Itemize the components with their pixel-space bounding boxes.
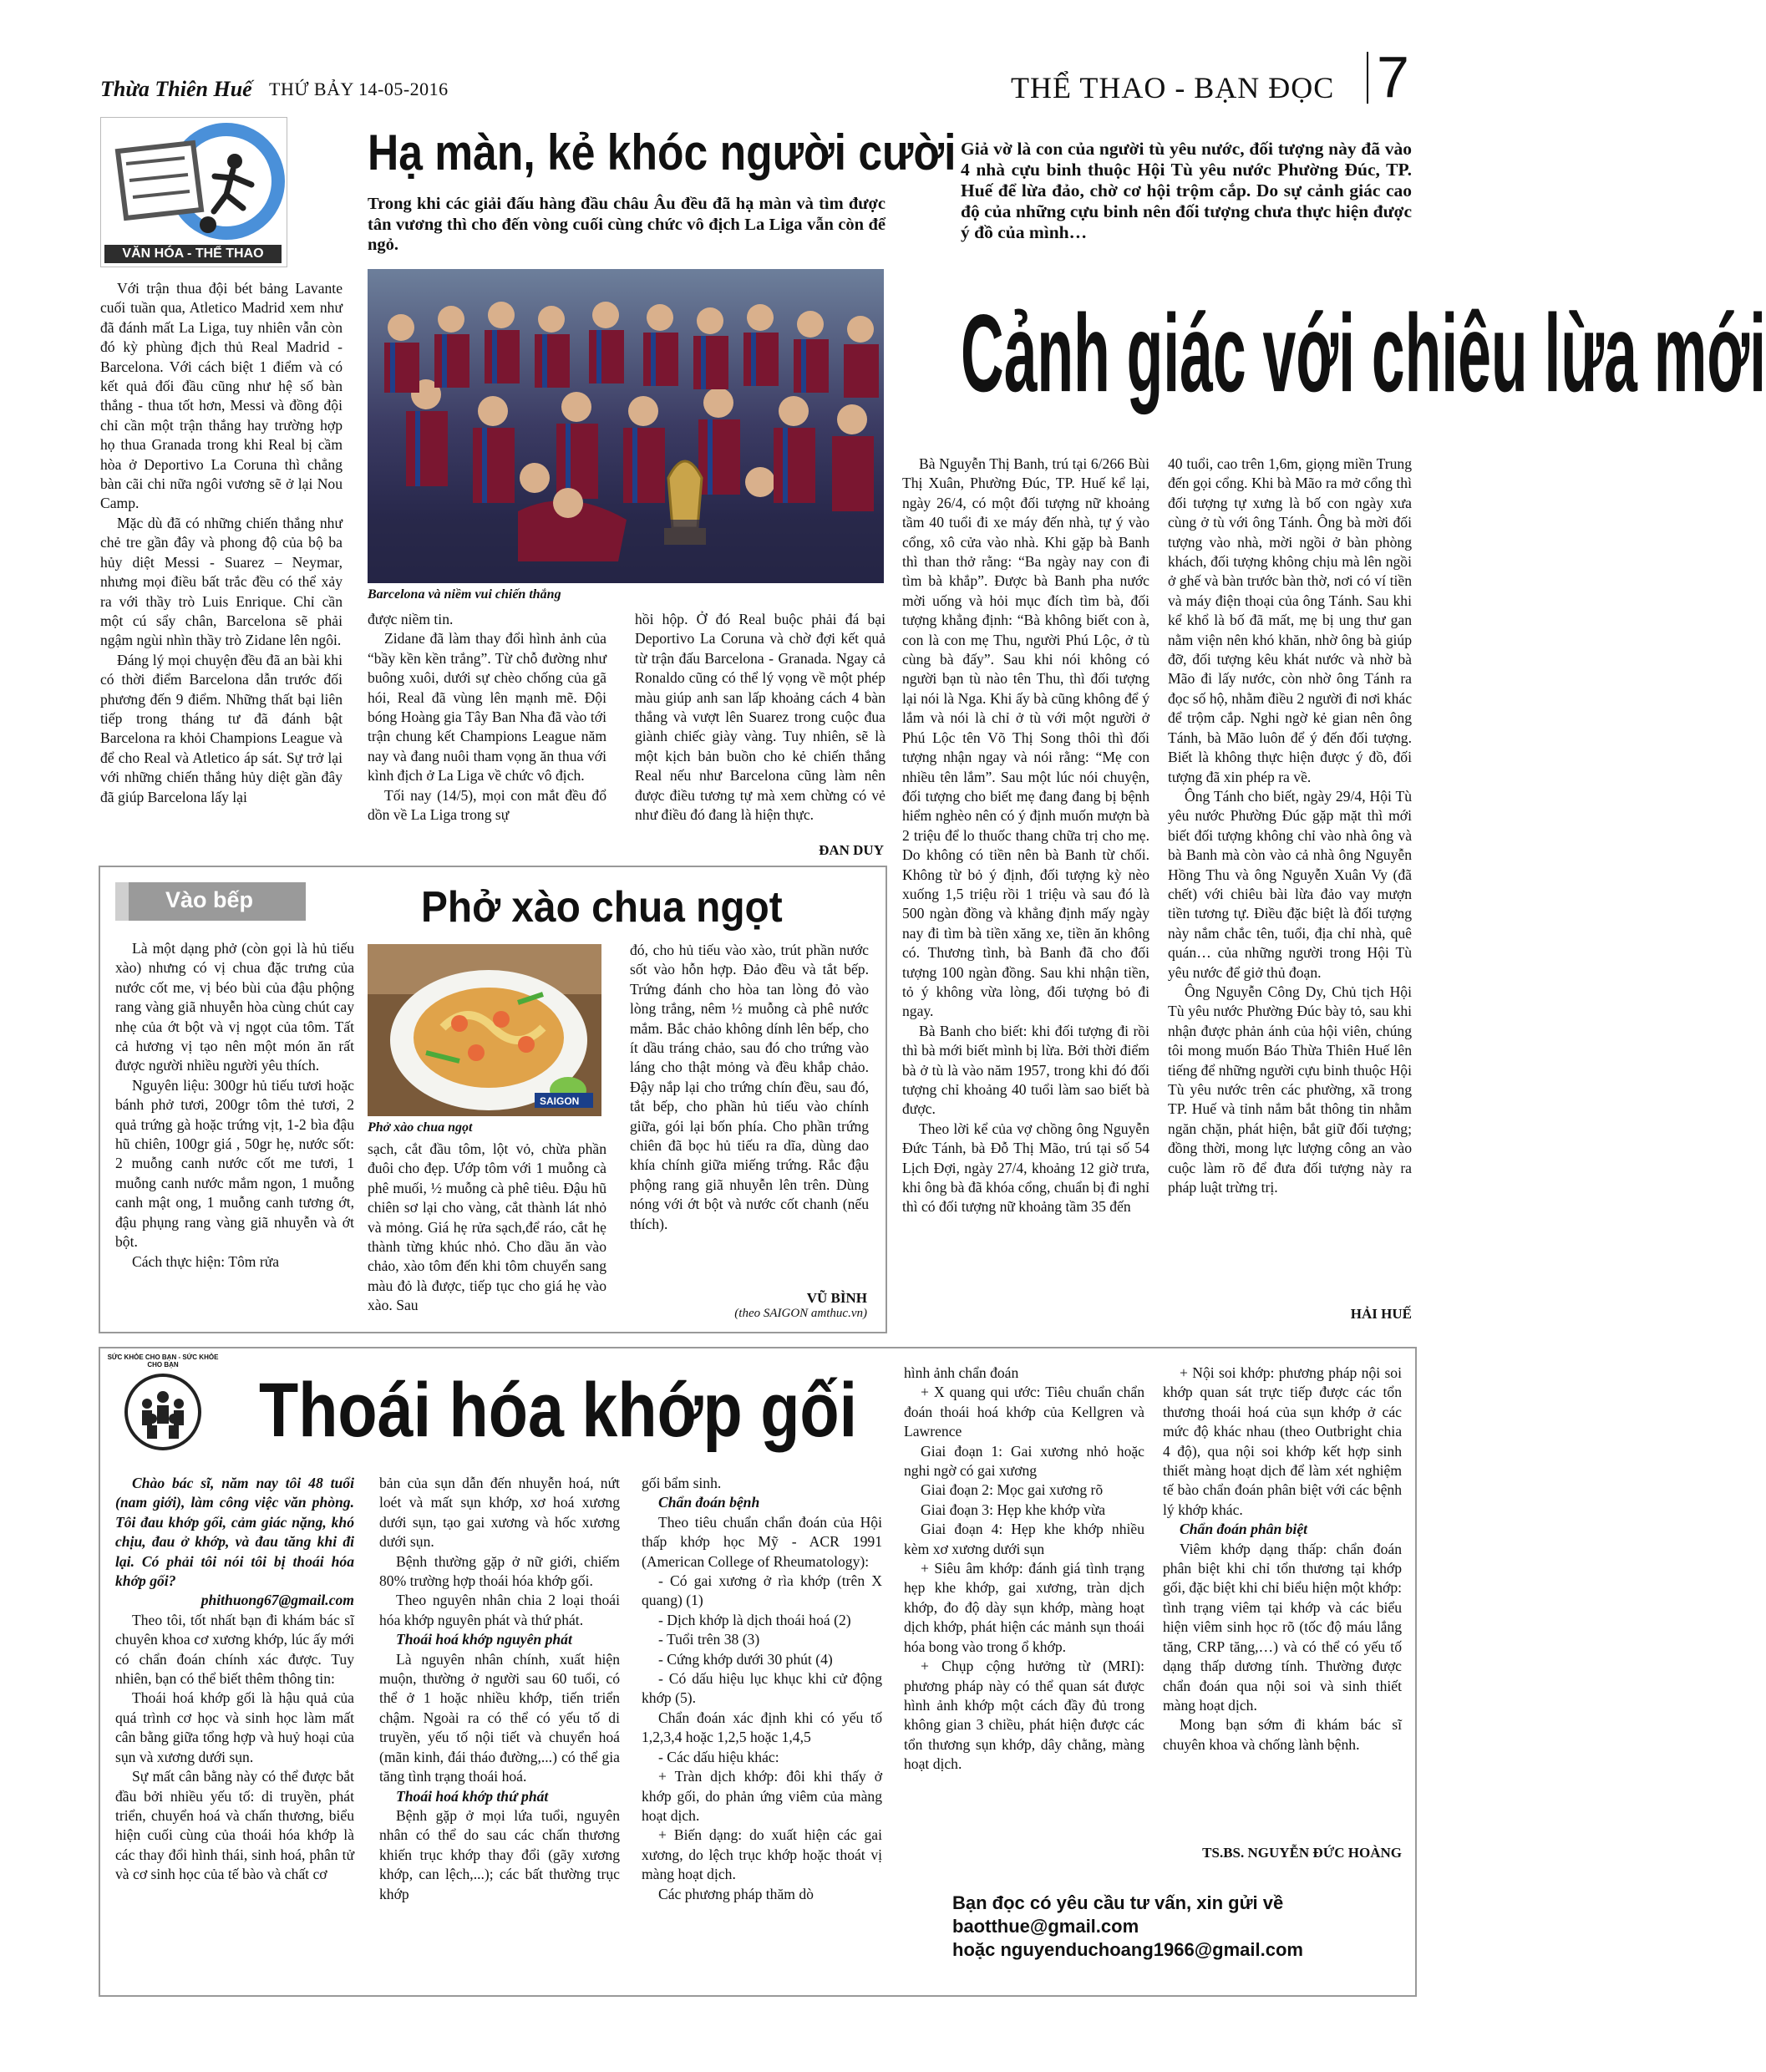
photo-watermark: SAIGON <box>540 1095 580 1107</box>
fraud-paragraph: Bà Nguyễn Thị Banh, trú tại 6/266 Bùi Thị Xuân, Phường Đúc, TP. Huế kể lại, ngày 26/4, có một đối tượng nữ khoảng tầm 40 tuổi đi xe máy đến nhà, tự ý vào cổng, xô cửa vào nhà. Khi gặp bà Banh thì than thở rằng: “Ba ngày nay con đi tìm bà khắp”. Được bà Banh pha nước mời uống và hỏi mục đích tìm bà, đối tượng khẳng định: “Bà không biết con à, con là con mẹ Thu, người Phú Lộc, ở tù cùng bà đấy”. Sau khi nói không có người bạn tù nào tên Thu, thì đối tượng lại nói là Nga. Khi ấy bà cũng không để ý lắm và nói là chỉ ở tù với một người ở Phú Lộc tên Võ Thị Song thôi thì đối tượng nhận ngay và nói rằng: “Mẹ con nhiều tên lắm”. Sau một lúc nói chuyện, đối tượng cho biết mẹ đang đang bị bệnh hiểm nghèo nên có ý định muốn mượn bà 2 triệu để lo thuốc thang chữa trị cho mẹ. Do không có tiền nên bà Banh từ chối. Không từ bỏ ý định, đối tượng kỳ nèo xuống 1,5 triệu rồi 1 triệu và sau đó là 500 ngàn đồng và khẳng định mấy ngày nay đi tìm bà tiền xăng xe, tiền ăn không có. Thương tình, bà Banh đã cho đối tượng 100 ngàn đồng. Sau khi nhận tiền, tỏ ý không vừa lòng, đối tượng bỏ đi ngay. <box>902 455 1149 1020</box>
barcelona-celebration-photo <box>368 269 884 583</box>
sports-paragraph: Với trận thua đội bét bảng Lavante cuối tuần qua, Atletico Madrid xem như đã đánh mất La Liga, tuy nhiên vẫn còn đó kỳ phùng địch thủ Real Madrid - Barcelona. Với cách biệt 1 điểm và có kết quả đối đầu cũng như hệ số bàn thắng - thua tốt hơn, Messi và đồng đội chỉ cần một trận thắng hay trường hợp họ thua Granada trong khi Real bị cầm hòa ở Deportivo La Coruna thì chẳng bàn cãi chi nữa ngôi vương sẽ ở lại Nou Camp. <box>100 280 343 512</box>
page-number: 7 <box>1377 44 1409 109</box>
health-column-2 <box>379 1474 620 1904</box>
health-paragraph: Theo tôi, tốt nhất bạn đi khám bác sĩ chuyên khoa cơ xương khớp, lúc ấy mới có chẩn đoán chính xác được. Tuy nhiên, bạn có thể biết thêm thông tin: <box>115 1611 354 1688</box>
health-paragraph: - Các dấu hiệu khác: <box>658 1748 779 1765</box>
fraud-paragraph: Ông Tánh cho biết, ngày 29/4, Hội Tù yêu nước Phường Đúc gặp mặt thì mới biết đối tượng không chỉ vào nhà ông và bà Banh mà còn vào cả nhà ông Nguyễn Hồng Thu và ông Nguyễn Xuân Vy (đã chết) với chiêu bài lừa đảo vay mượn tiền tương tự. Điều đặc biệt là đối tượng này nắm chắc tên, tuổi, địa chỉ nhà, quê quán… của những người trong Hội Tù yêu nước để giở thủ đoạn. <box>1168 787 1412 981</box>
fraud-paragraph: 40 tuổi, cao trên 1,6m, giọng miền Trung đến gọi cổng. Khi bà Mão ra mở cổng thì đối tượng tự xưng là bố con ngày xưa cùng ở tù với ông Tánh. Ông bà mời đối tượng vào nhà, mời ngồi ở bàn phòng khách, đối tượng không chịu mà lên ngồi ở ghế và bàn trước bàn thờ, nơi có ví tiền và máy điện thoại của ông Tánh. Sau khi kể khổ là bố đã mất, mẹ bị ung thư gan nằm viện nên khó khăn, nhờ ông bà giúp đỡ, đối tượng kêu khát nước và nhờ bà Mão đi lấy nước, còn nhờ ông Tánh ra đọc số hộ, nhằm điều 2 người đi nơi khác để trộm cắp. Nghi ngờ kẻ gian nên ông Tánh, bà Mão luôn để ý đến đối tượng. Biết là không thực hiện được ý đồ, đối tượng đã xin phép ra về. <box>1168 455 1413 785</box>
fraud-paragraph: Ông Nguyễn Công Dy, Chủ tịch Hội Tù yêu nước Phường Đúc bày tỏ, sau khi nhận được phản ánh của hội viên, chúng tôi mong muốn Báo Thừa Thiên Huế lên tiếng để những người cựu binh thuộc Hội Tù yêu nước trên các phường, xã trong TP. Huế và tỉnh nắm bắt thông tin nhằm ngăn chặn, phát hiện, bắt giữ đối tượng; đồng thời, mong lực lượng công an vào cuộc làm rõ để đưa đối tượng này ra pháp luật trừng trị. <box>1168 983 1412 1196</box>
sports-paragraph: Tối nay (14/5), mọi con mắt đều đổ dồn về La Liga trong sự <box>368 786 606 824</box>
health-subheading: Chẩn đoán bệnh <box>658 1494 760 1511</box>
fraud-paragraph: Theo lời kể của vợ chồng ông Nguyễn Đức Tánh, bà Đỗ Thị Mão, trú tại số 54 Lịch Đợi, ngày 27/4, khoảng 12 giờ trưa, khi ông bà đã khóa cổng, chuẩn bị đi nghỉ thì có đối tượng nữ khoảng tầm 35 đến <box>902 1120 1149 1216</box>
stir-fried-pho-photo <box>368 944 601 1116</box>
fraud-column-1 <box>902 455 1149 1217</box>
cooking-author: VŨ BÌNH <box>806 1290 867 1306</box>
health-subheading: Chẩn đoán phân biệt <box>1180 1521 1308 1538</box>
sports-column-2 <box>368 610 606 825</box>
sports-paragraph: Mặc dù đã có những chiến thắng như chẻ tre gần đây và phong độ của bộ ba hủy diệt Messi - Suarez – Neymar, nhưng mọi điều bất trắc đều có thể xảy ra với thầy trò Luis Enrique. Chỉ cần một cú sẩy chân, Barcelona sẽ phải ngậm ngùi nhìn thầy trò Zidane lên ngôi. <box>100 514 343 649</box>
contact-email[interactable]: baotthue@gmail.com <box>952 1916 1139 1937</box>
health-subheading: Thoái hoá khớp thứ phát <box>396 1787 549 1805</box>
sports-paragraph: hồi hộp. Ở đó Real buộc phải đá bại Deportivo La Coruna và chờ đợi kết quả từ trận đấu Barcelona - Granada. Ngay cả Ronaldo cũng có thể lý vọng về một phép màu giúp anh san lấp khoảng cách 4 bàn thắng và vượt lên Suarez trong cuộc đua giành chiếc giày vàng. Tuy nhiên, sẽ là một kịch bản buồn cho kẻ chiến thắng Real nếu như Barcelona cũng làm nên được điều tương tự mà xem chừng có vẻ như điều đó đang là hiện thực. <box>635 611 886 824</box>
health-paragraph: bản của sụn dẫn đến nhuyễn hoá, nứt loét và mất sụn khớp, xơ hoá xương dưới sụn, tạo gai xương và hốc xương dưới sụn. <box>379 1475 620 1551</box>
health-paragraph: - Tuổi trên 38 (3) <box>658 1631 760 1648</box>
sports-author: ĐAN DUY <box>819 842 884 858</box>
culture-sports-logo <box>100 117 287 267</box>
health-logo-art <box>114 1364 212 1454</box>
health-headline: Thoái hóa khớp gối <box>259 1368 858 1453</box>
cooking-photo-caption: Phở xào chua ngọt <box>368 1120 473 1135</box>
contact-email-alt[interactable]: hoặc nguyenduchoang1966@gmail.com <box>952 1939 1303 1960</box>
cooking-paragraph: sạch, cắt đầu tôm, lột vỏ, chừa phần đuôi cho đẹp. Ướp tôm với 1 muỗng cà phê muối, ½ muỗng cà phê tiêu. Đậu hũ chiên sơ lại cho vàng, cắt thành lát nhỏ và mỏng. Giá hẹ rửa sạch,để ráo, cắt hẹ thành từng khúc nhỏ. Cho dầu ăn vào chảo, xào tôm đến khi tôm chuyển sang màu đỏ là được, tiếp tục cho giá hẹ vào xào. Sau <box>368 1140 606 1314</box>
health-paragraph: Bệnh thường gặp ở nữ giới, chiếm 80% trường hợp thoái hóa khớp gối. <box>379 1552 620 1590</box>
health-subheading: Thoái hoá khớp nguyên phát <box>396 1631 572 1648</box>
health-paragraph: - Có dấu hiệu lục khục khi cử động khớp (5). <box>642 1670 882 1707</box>
cooking-paragraph: Là một dạng phở (còn gọi là hủ tiếu xào) nhưng có vị chua đặc trưng của nước cốt me, vị béo bùi của đậu phộng rang vàng giã nhuyễn hòa cùng chút cay nhẹ của ớt bột và vị ngọt của tôm. Tất cả hương vị tạo nên một món ăn rất được người nhiều người yêu thích. <box>115 940 354 1074</box>
health-column-1 <box>115 1474 354 1885</box>
health-paragraph: Theo nguyên nhân chia 2 loại thoái hóa khớp nguyên phát và thứ phát. <box>379 1592 620 1628</box>
health-paragraph: + Biến dạng: do xuất hiện các gai xương, do lệch trục khớp hoặc thoát vị màng hoạt dịch. <box>642 1826 882 1883</box>
health-author: TS.BS. NGUYỄN ĐỨC HOÀNG <box>1202 1845 1402 1861</box>
fraud-author: HẢI HUẾ <box>1350 1306 1412 1322</box>
health-paragraph: Chẩn đoán xác định khi có yếu tố 1,2,3,4 hoặc 1,2,5 hoặc 1,4,5 <box>642 1709 882 1746</box>
culture-sports-logo-art <box>101 118 287 245</box>
health-logo <box>114 1364 212 1454</box>
fraud-column-2 <box>1168 455 1412 1197</box>
health-paragraph: Mong bạn sớm đi khám bác sĩ chuyên khoa và chống lành bệnh. <box>1163 1716 1402 1753</box>
cooking-section-tab-stripe <box>115 882 129 921</box>
sports-paragraph: được niềm tin. <box>368 611 454 627</box>
health-paragraph: - Cứng khớp dưới 30 phút (4) <box>658 1650 833 1668</box>
sports-headline: Hạ màn, kẻ khóc người cười <box>368 124 957 180</box>
fraud-sapo: Giả vờ là con của người tù yêu nước, đối tượng này đã vào 4 nhà cựu binh thuộc Hội Tù yêu nước Phường Đúc, TP. Huế để lừa đảo, chờ cơ hội trộm cắp. Do sự cảnh giác cao độ của những cựu binh nên đối tượng chưa thực hiện được ý đồ của mình… <box>961 139 1412 242</box>
cooking-headline: Phở xào chua ngọt <box>421 883 783 932</box>
sports-column-3 <box>635 610 886 825</box>
sports-photo-caption: Barcelona và niềm vui chiến thắng <box>368 587 561 602</box>
section-title: THỂ THAO - BẠN ĐỌC <box>1011 71 1335 104</box>
health-paragraph: + X quang qui ước: Tiêu chuẩn chẩn đoán thoái hoá khớp của Kellgren và Lawrence <box>904 1384 1144 1440</box>
cooking-paragraph: đó, cho hủ tiếu vào xào, trút phần nước sốt vào hỗn hợp. Đảo đều và tắt bếp. Trứng đánh cho hòa tan lòng đỏ vào lòng trắng, nêm ½ muỗng cà phê nước mắm. Bắc chảo không dính lên bếp, cho ít dầu tráng chảo, sau đó cho trứng vào láng cho thật mỏng và đều khắp chảo. Đậy nắp lại cho trứng chín đều, sau đó, tắt bếp, cho phần hủ tiếu vào chính giữa, gói lại bốn phía. Cho phần trứng chiên đã bọc hủ tiếu ra dĩa, dùng dao khía chính giữa miếng trứng. Rắc đậu phộng rang giã nhuyễn lên trên. Dùng nóng với ớt bột và nước cốt chanh (nếu thích). <box>630 942 869 1232</box>
health-contact <box>952 1892 1403 1962</box>
health-paragraph: Là nguyên nhân chính, xuất hiện muộn, thường ở người sau 60 tuổi, có thể ở 1 hoặc nhiều khớp, tiến triển chậm. Ngoài ra có thể có yếu tố di truyền, yếu tố nội tiết và chuyển hoá (mãn kinh, đái tháo đường,...) có thể gia tăng tình trạng thoái hoá. <box>379 1650 620 1785</box>
health-paragraph: hình ảnh chẩn đoán <box>904 1364 1019 1381</box>
health-paragraph: + Tràn dịch khớp: đôi khi thấy ở khớp gối, do phản ứng viêm của màng hoạt dịch. <box>642 1768 882 1824</box>
health-paragraph: Giai đoạn 4: Hẹp khe khớp nhiều kèm xơ xương dưới sụn <box>904 1521 1144 1557</box>
health-paragraph: Các phương pháp thăm dò <box>658 1885 814 1902</box>
cooking-paragraph: Nguyên liệu: 300gr hủ tiếu tươi hoặc bánh phở tươi, 200gr tôm thẻ tươi, 2 quả trứng gà hoặc trứng vịt, 1-2 bìa đậu hũ chiên, 100gr giá , 50gr hẹ, nước sốt: 2 muỗng canh nước cốt me tươi, 1 muỗng canh nước mắm ngon, 1 muỗng canh mật ong, 1 muỗng canh tương ớt, đậu phụng rang vàng giã nhuyễn và ớt bột. <box>115 1076 354 1251</box>
sports-column-1 <box>100 279 343 807</box>
cooking-section-tab <box>115 882 306 921</box>
fraud-paragraph: Bà Banh cho biết: khi đối tượng đi rồi thì bà mới biết mình bị lừa. Bởi thời điểm bà ở tù là vào năm 1957, trong khi đó đối tượng chỉ khoảng 40 tuổi làm sao biết bà được. <box>902 1022 1149 1118</box>
cooking-column-3 <box>630 941 869 1234</box>
health-column-3 <box>642 1474 882 1904</box>
health-paragraph: Viêm khớp dạng thấp: chẩn đoán phân biệt khi chỉ tổn thương tại khớp gối, đặc biệt khi chỉ biểu hiện một khớp: tình trạng viêm tại khớp và các biểu hiện viêm sinh học rõ (tốc độ máu lắng tăng, CRP tăng,…) và có thể có yếu tố dạng thấp dương tính. Thường được chẩn đoán qua nội soi và sinh thiết màng hoạt dịch. <box>1163 1540 1402 1714</box>
health-paragraph: Giai đoạn 1: Gai xương nhỏ hoặc nghi ngờ có gai xương <box>904 1442 1144 1480</box>
newspaper-name: Thừa Thiên Huế <box>100 77 252 101</box>
contact-intro: Bạn đọc có yêu cầu tư vấn, xin gửi về <box>952 1892 1284 1913</box>
health-column-4 <box>904 1364 1144 1775</box>
cooking-column-2 <box>368 1140 606 1316</box>
issue-date: THỨ BẢY 14-05-2016 <box>269 79 449 99</box>
health-paragraph: + Nội soi khớp: phương pháp nội soi khớp quan sát trực tiếp được các tổn thương thoái hoá của sụn khớp ở các mức độ khác nhau (theo Outbright chia 4 độ), qua nội soi khớp kết hợp sinh thiết màng hoạt dịch để làm xét nghiệm tế bào chẩn đoán phân biệt với các bệnh lý khớp khác. <box>1163 1364 1402 1518</box>
health-paragraph: Theo tiêu chuẩn chẩn đoán của Hội thấp khớp học Mỹ - ACR 1991 (American College of Rheumatology): <box>642 1513 882 1570</box>
health-question: Chào bác sĩ, năm nay tôi 48 tuổi (nam giới), làm công việc văn phòng. Tôi đau khớp gối, cảm giác nặng, khó chịu, đau ở khớp, và đau tăng khi đi lại. Có phải tôi nói tôi bị thoái hóa khớp gối? <box>115 1475 354 1590</box>
health-paragraph: Giai đoạn 2: Mọc gai xương rõ <box>921 1481 1104 1499</box>
sports-paragraph: Đáng lý mọi chuyện đều đã an bài khi có thời điểm Barcelona dẫn trước đối phương đến 9 điểm. Những thất bại liên tiếp trong tháng tư đã đánh bật Barcelona ra khỏi Champions League và để cho Real và Atletico áp sát. Sự trở lại với những chiến thắng hủy diệt gần đây đã giúp Barcelona lấy lại <box>100 651 343 805</box>
pho-photo-art <box>368 944 601 1116</box>
health-paragraph: Bệnh gặp ở mọi lứa tuổi, nguyên nhân có thể do sau các chấn thương khiến trục khớp thay đổi (gãy xương khớp, can lệch,...); các bất thường trục khớp <box>379 1806 620 1902</box>
cooking-section-label: Vào bếp <box>165 887 254 912</box>
health-paragraph: - Dịch khớp là dịch thoái hoá (2) <box>658 1611 851 1628</box>
health-paragraph: gối bẩm sinh. <box>642 1475 722 1491</box>
barcelona-photo-art <box>368 269 884 583</box>
health-paragraph: + Chụp cộng hưởng từ (MRI): phương pháp này có thể quan sát được hình ảnh khớp một cách đầy đủ trong không gian 3 chiều, phát hiện được các tổn thương sụn khớp, dây chằng, màng hoạt dịch. <box>904 1658 1144 1773</box>
health-paragraph: Giai đoạn 3: Hẹp khe khớp vừa <box>921 1501 1106 1518</box>
health-paragraph: + Siêu âm khớp: đánh giá tình trạng hẹp khe khớp, gai xương, tràn dịch khớp, đo độ dày sụn khớp, màng hoạt dịch khớp, phát hiện các mảnh sụn thoái hóa bong vào trong ổ khớp. <box>904 1560 1144 1655</box>
health-paragraph: Sự mất cân bằng này có thể được bắt đầu bởi nhiều yếu tố: di truyền, phát triển, chuyển hoá và chấn thương, biểu hiện cuối cùng của thoái hóa khớp là các thay đổi hình thái, sinh hoá, phân tử và cơ sinh học của tế bào và chất cơ <box>115 1768 354 1883</box>
sports-paragraph: Zidane đã làm thay đổi hình ảnh của “bầy kền kền trắng”. Từ chỗ đường như buông xuôi, dưới sự chèo chống của gã hói, Real đã vùng lên mạnh mẽ. Đội bóng Hoàng gia Tây Ban Nha đã vào tới trận chung kết Champions League năm nay và đang nuôi tham vọng ăn thua với kình địch ở La Liga về chức vô địch. <box>368 630 606 785</box>
sports-sapo: Trong khi các giải đấu hàng đầu châu Âu đều đã hạ màn và tìm được tân vương thì cho đến vòng cuối cùng chức vô địch La Liga vẫn còn để ngỏ. <box>368 195 886 254</box>
health-paragraph: - Có gai xương ở rìa khớp (trên X quang) (1) <box>642 1572 882 1609</box>
health-questioner-email: phithuong67@gmail.com <box>200 1592 354 1609</box>
health-column-5 <box>1163 1364 1402 1755</box>
cooking-column-1 <box>115 939 354 1272</box>
cooking-paragraph: Cách thực hiện: Tôm rửa <box>132 1252 280 1270</box>
fraud-headline: Cảnh giác với chiêu lừa mới <box>961 292 1766 416</box>
culture-sports-logo-label: VĂN HÓA - THỂ THAO <box>104 245 282 263</box>
health-logo-text: SỨC KHỎE CHO BẠN - SỨC KHỎE CHO BẠN <box>107 1353 219 1369</box>
header-divider <box>1367 52 1368 104</box>
health-paragraph: Thoái hoá khớp gối là hậu quả của quá trình cơ học và sinh học làm mất cân bằng giữa tổng hợp và huỷ hoại của sụn và xương dưới sụn. <box>115 1689 354 1765</box>
cooking-source: (theo SAIGON amthuc.vn) <box>734 1307 867 1320</box>
